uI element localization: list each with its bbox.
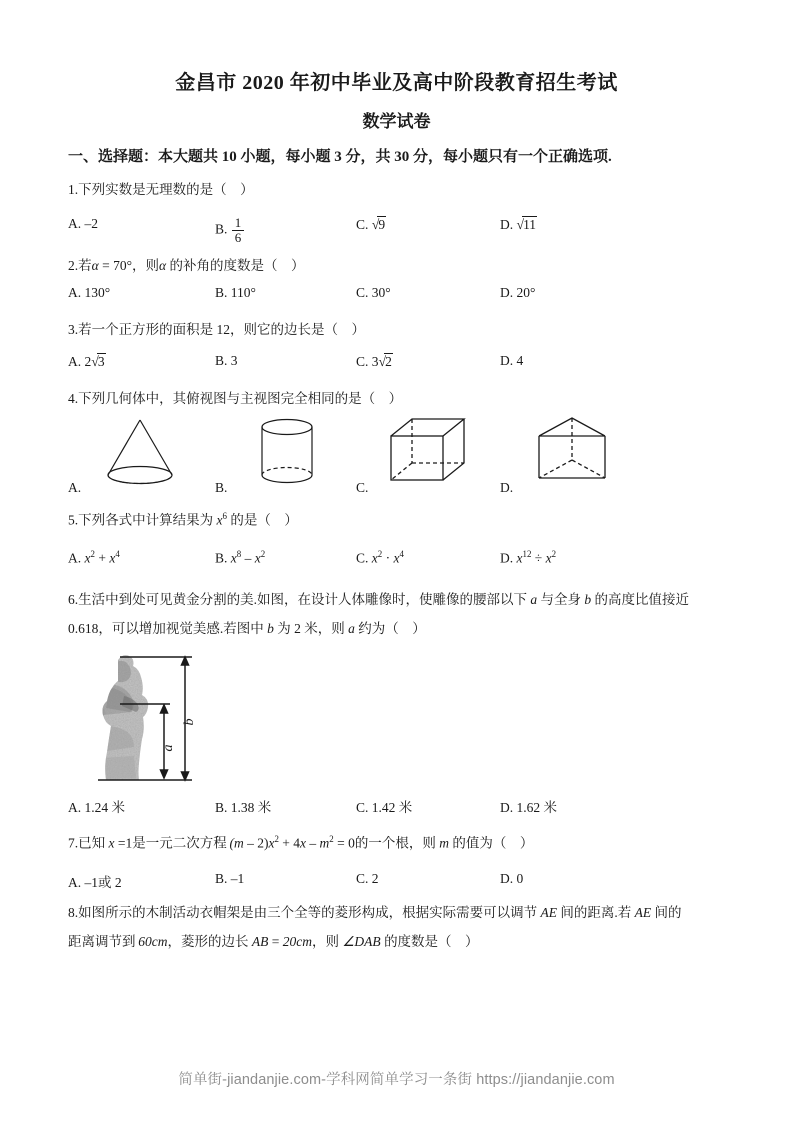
option-2-a[interactable]: A. 130° — [68, 285, 111, 300]
question-2-options — [68, 285, 733, 307]
cylinder-icon — [237, 414, 337, 495]
option-6-d[interactable]: D. 1.62 米 — [500, 800, 557, 815]
question-3-stem: 3.若一个正方形的面积是 12，则它的边长是（ ） — [68, 322, 365, 337]
section-heading: 一、选择题：本大题共 10 小题，每小题 3 分，共 30 分，每小题只有一个正确选项. — [68, 149, 612, 165]
option-7-b[interactable]: B. –1 — [215, 871, 245, 886]
question-5-stem: 5.下列各式中计算结果为 $x^6$ 的是（ ） — [68, 511, 298, 528]
option-4-c-label: C. — [356, 480, 369, 495]
page-title: 金昌市 2020 年初中毕业及高中阶段教育招生考试 — [175, 72, 618, 94]
question-2-stem: 2.若α = 70°，则α 的补角的度数是（ ） — [68, 258, 305, 273]
option-5-c[interactable]: C. $x^2 \cdot x^4$ — [356, 549, 404, 566]
option-1-a[interactable]: A. –2 — [68, 216, 98, 231]
cube-icon — [378, 414, 478, 495]
question-4-figures — [68, 414, 733, 496]
option-1-c[interactable]: C. √9 — [356, 217, 386, 232]
option-4-b[interactable] — [215, 414, 355, 496]
option-2-d[interactable]: D. 20° — [500, 285, 536, 300]
question-6-options — [68, 796, 733, 818]
label-a: a — [161, 744, 176, 752]
option-3-a[interactable]: A. 2√3 — [68, 354, 105, 369]
question-1-stem: 1.下列实数是无理数的是（ ） — [68, 182, 254, 197]
option-6-a[interactable]: A. 1.24 米 — [68, 800, 125, 815]
option-4-a-label: A. — [68, 480, 82, 495]
option-7-a[interactable]: A. –1或 2 — [68, 875, 122, 890]
statue-golden-ratio-figure — [80, 650, 206, 787]
question-4-stem: 4.下列几何体中，其俯视图与主视图完全相同的是（ ） — [68, 391, 403, 406]
option-5-b[interactable]: B. $x^8 - x^2$ — [215, 549, 266, 566]
option-7-c[interactable]: C. 2 — [356, 871, 379, 886]
option-7-d[interactable]: D. 0 — [500, 871, 524, 886]
option-3-d[interactable]: D. 4 — [500, 353, 524, 368]
option-2-b[interactable]: B. 110° — [215, 285, 256, 300]
option-6-b[interactable]: B. 1.38 米 — [215, 800, 272, 815]
option-3-b[interactable]: B. 3 — [215, 353, 238, 368]
question-1-options — [68, 215, 733, 245]
label-b: b — [182, 718, 197, 726]
question-7-stem: 7.已知 x =1是一元二次方程 $(m - 2)x^2 + 4x - m^2 = 0$的一个根，则 m 的值为（ ） — [68, 834, 534, 851]
option-4-b-label: B. — [215, 480, 228, 495]
question-7-options — [68, 871, 733, 893]
question-5-options — [68, 549, 733, 571]
option-6-c[interactable]: C. 1.42 米 — [356, 800, 413, 815]
option-1-b[interactable]: B. $\frac{1}{6}$ — [215, 216, 245, 244]
option-4-a[interactable] — [68, 414, 208, 496]
page-subtitle: 数学试卷 — [362, 112, 431, 131]
option-3-c[interactable]: C. 3√2 — [356, 354, 392, 369]
option-4-c[interactable] — [356, 414, 496, 496]
question-8-stem: 8.如图所示的木制活动衣帽架是由三个全等的菱形构成，根据实际需要可以调节 AE 间的距离.若 AE 间的 距离调节到 60cm，菱形的边长 AB = 20cm，则 ∠DAB 的度数是（ ） — [68, 905, 682, 949]
cone-icon — [90, 414, 190, 495]
option-4-d[interactable] — [500, 414, 640, 496]
option-5-d[interactable]: D. $x^{12} \div x^2$ — [500, 549, 557, 566]
question-3-options — [68, 353, 733, 375]
option-2-c[interactable]: C. 30° — [356, 285, 391, 300]
option-1-d[interactable]: D. √11 — [500, 217, 537, 232]
option-5-a[interactable]: A. $x^2 + x^4$ — [68, 549, 120, 566]
triangular-prism-icon — [522, 414, 622, 495]
footer-watermark: 简单街-jiandanjie.com-学科网简单学习一条街 https://jiandanjie.com — [178, 1072, 615, 1088]
option-4-d-label: D. — [500, 480, 514, 495]
question-6-stem: 6.生活中到处可见黄金分割的美.如图，在设计人体雕像时，使雕像的腰部以下 a 与全身 b 的高度比值接近 0.618，可以增加视觉美感.若图中 b 为 2 米，则 a 约为（ ） — [68, 592, 689, 636]
